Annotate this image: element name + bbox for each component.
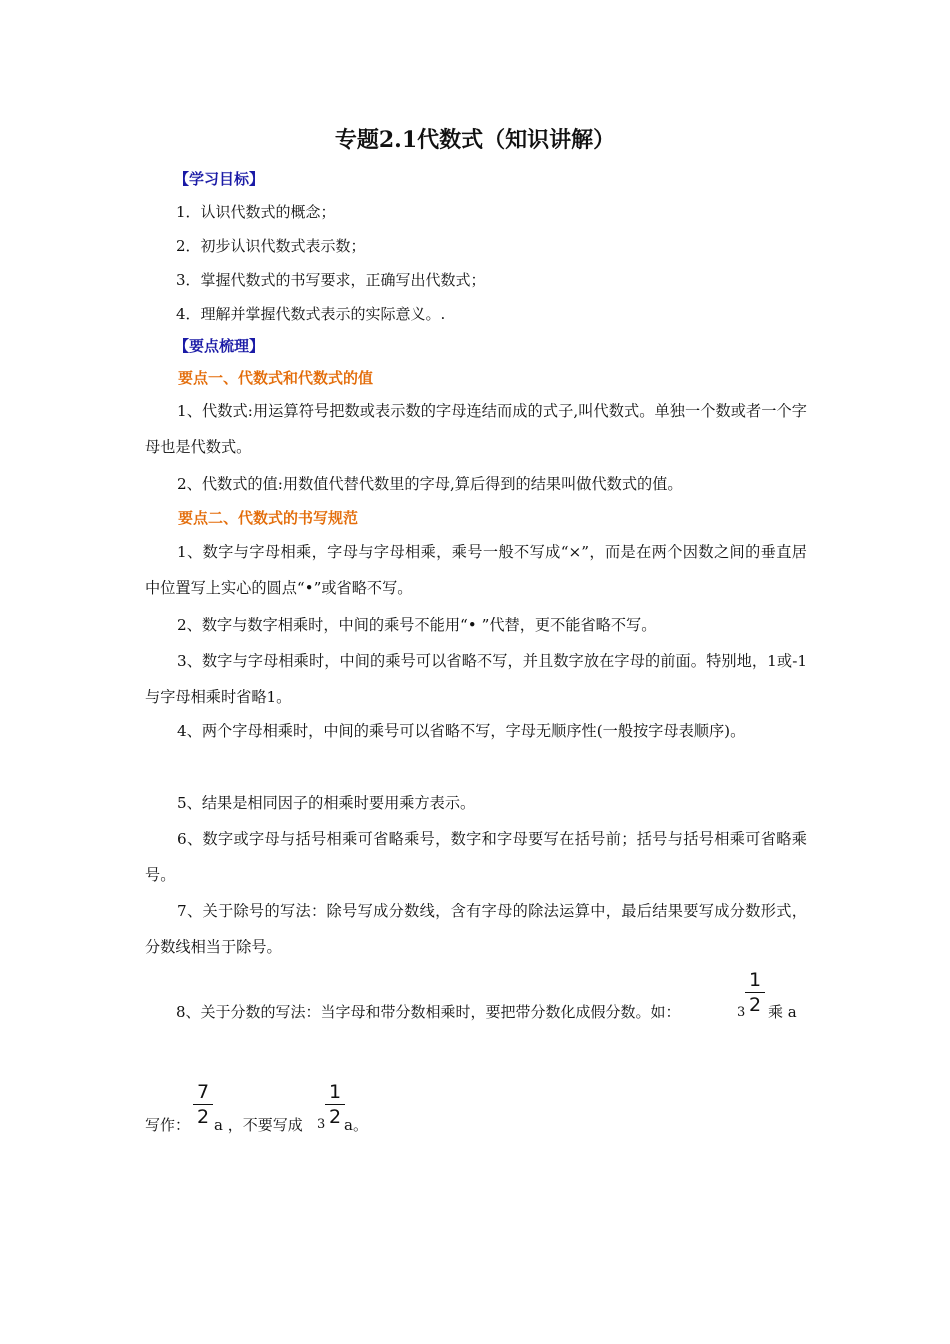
fraction-bar bbox=[193, 1104, 213, 1105]
fraction-numerator: 7 bbox=[196, 1081, 210, 1103]
keypoint2-item: 1、数字与字母相乘，字母与字母相乘，乘号一般不写成“×”，而是在两个因数之间的垂直居中位置写上实心的圆点“•”或省略不写。 bbox=[145, 543, 807, 597]
page-title: 专题2.1代数式（知识讲解） bbox=[334, 127, 616, 153]
keypoints-heading: 【要点梳理】 bbox=[174, 337, 265, 355]
objectives-heading: 【学习目标】 bbox=[174, 170, 265, 188]
objective-item: 3．掌握代数式的书写要求，正确写出代数式； bbox=[176, 271, 486, 289]
fraction-numerator: 1 bbox=[748, 969, 762, 991]
mixed-whole: 3 bbox=[737, 1005, 746, 1020]
mixed-fraction bbox=[745, 969, 765, 1016]
times-a-text: 乘 a bbox=[768, 1003, 797, 1021]
keypoint1-item: 1、代数式:用运算符号把数或表示数的字母连结而成的式子,叫代数式。单独一个数或者一个字母也是代数式。 bbox=[145, 402, 807, 456]
keypoint2-item: 6、数字或字母与括号相乘可省略乘号，数字和字母要写在括号前；括号与括号相乘可省略乘号。 bbox=[145, 830, 807, 884]
wrong-whole: 3 bbox=[317, 1117, 326, 1132]
fraction-bar bbox=[325, 1104, 345, 1105]
objective-item: 1．认识代数式的概念； bbox=[176, 203, 336, 221]
keypoint2-item: 3、数字与字母相乘时，中间的乘号可以省略不写，并且数字放在字母的前面。特别地，1或-1与字母相乘时省略1。 bbox=[145, 652, 807, 706]
wrong-fraction bbox=[325, 1081, 345, 1128]
after-improper-text: a ，不要写成 bbox=[214, 1116, 303, 1134]
fraction-denominator: 2 bbox=[196, 1106, 210, 1128]
objective-item: 4．理解并掌握代数式表示的实际意义。. bbox=[176, 305, 446, 323]
write-as-label: 写作： bbox=[145, 1116, 191, 1134]
keypoint2-item8-text: 8、关于分数的写法：当字母和带分数相乘时，要把带分数化成假分数。如： bbox=[176, 1003, 681, 1021]
fraction-bar bbox=[745, 992, 765, 993]
keypoint1-item: 2、代数式的值:用数值代替代数里的字母,算后得到的结果叫做代数式的值。 bbox=[177, 475, 683, 493]
fraction-denominator: 2 bbox=[328, 1106, 342, 1128]
keypoint2-item: 7、关于除号的写法：除号写成分数线，含有字母的除法运算中，最后结果要写成分数形式，分数线相当于除号。 bbox=[145, 902, 807, 956]
keypoint2-item: 5、结果是相同因子的相乘时要用乘方表示。 bbox=[177, 794, 476, 812]
keypoint1-heading: 要点一、代数式和代数式的值 bbox=[178, 369, 374, 387]
keypoint2-item: 2、数字与数字相乘时，中间的乘号不能用“• ”代替，更不能省略不写。 bbox=[177, 616, 657, 634]
objective-item: 2．初步认识代数式表示数； bbox=[176, 237, 366, 255]
fraction-numerator: 1 bbox=[328, 1081, 342, 1103]
improper-fraction bbox=[193, 1081, 213, 1128]
fraction-denominator: 2 bbox=[748, 994, 762, 1016]
keypoint2-heading: 要点二、代数式的书写规范 bbox=[178, 509, 359, 527]
wrong-tail-text: a。 bbox=[344, 1116, 368, 1134]
keypoint2-item: 4、两个字母相乘时，中间的乘号可以省略不写，字母无顺序性(一般按字母表顺序)。 bbox=[177, 722, 746, 740]
